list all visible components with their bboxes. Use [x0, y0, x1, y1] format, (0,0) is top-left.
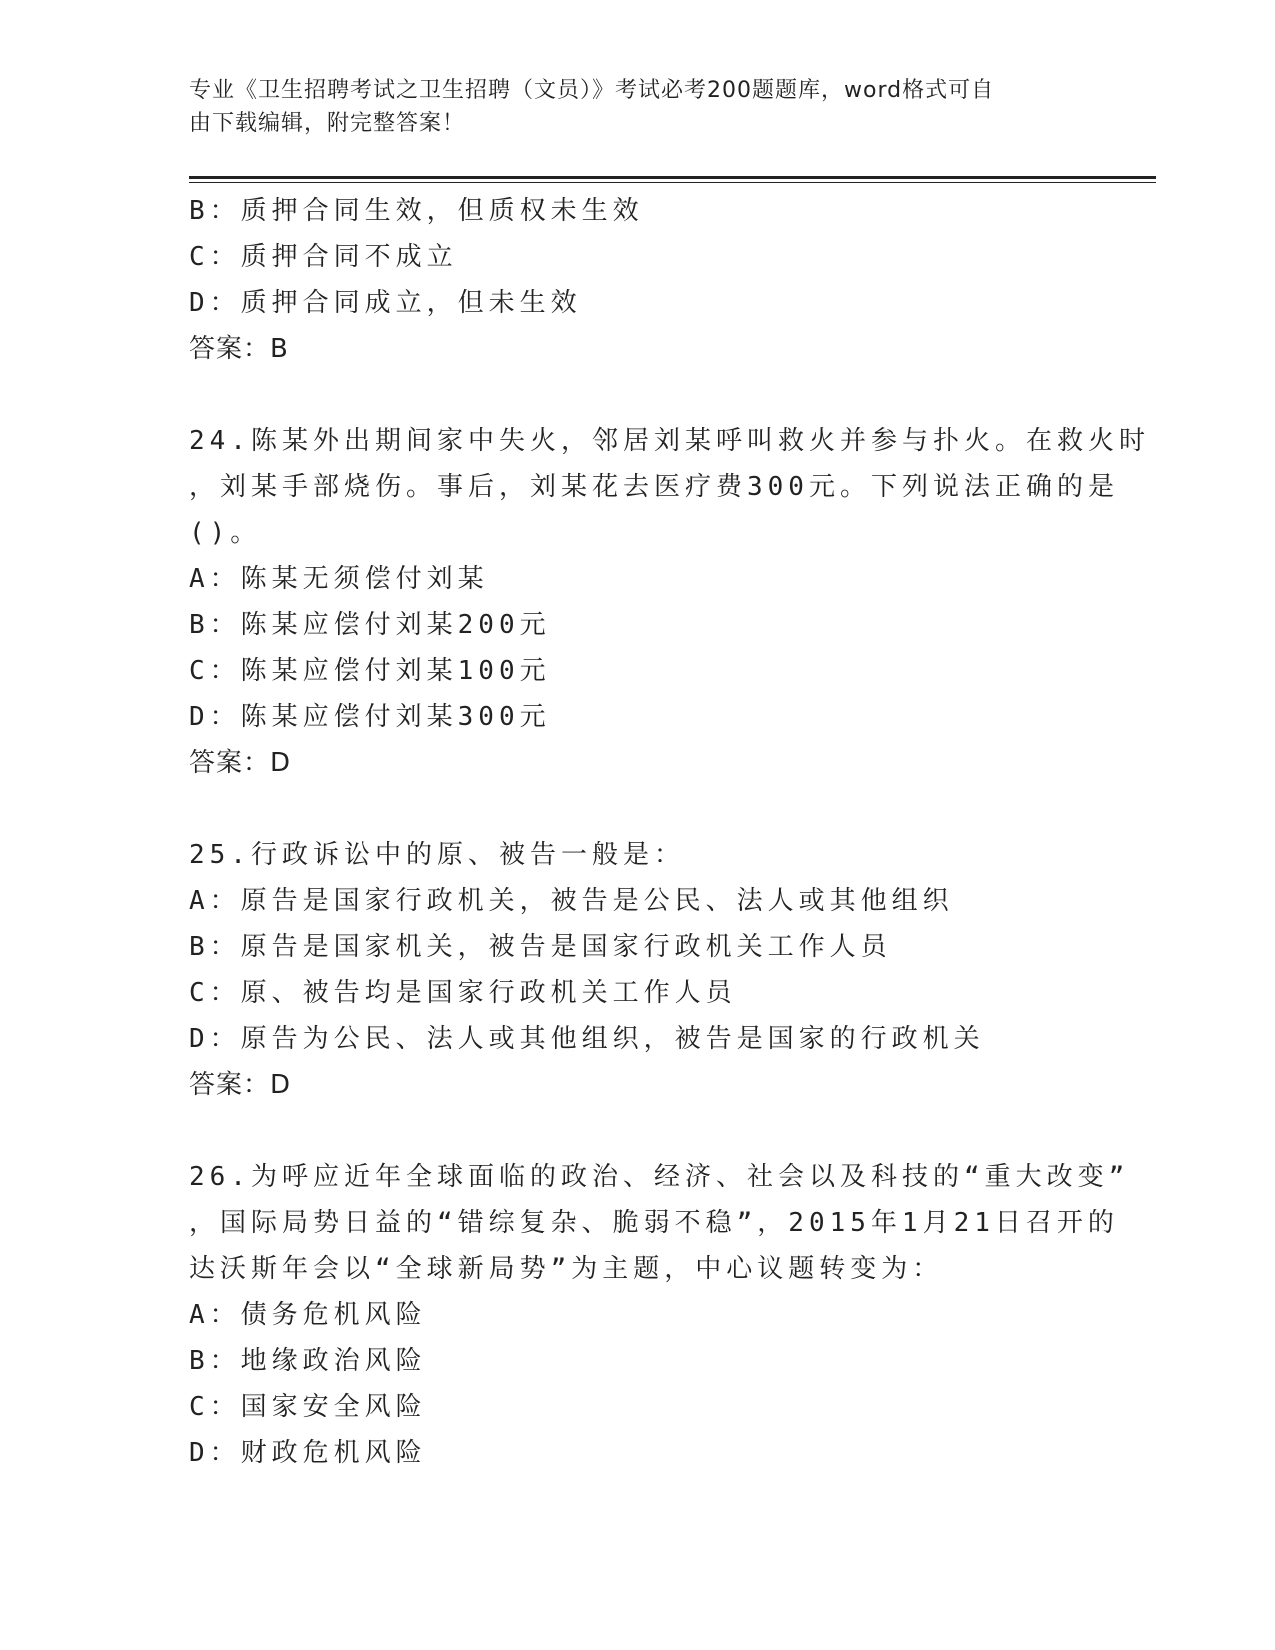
- option-d: D：财政危机风险: [189, 1438, 427, 1468]
- document-header: [189, 74, 1069, 140]
- option-a: A：原告是国家行政机关，被告是公民、法人或其他组织: [189, 886, 954, 916]
- spacer: [189, 372, 1089, 418]
- header-line-2: 由下载编辑，附完整答案！: [189, 111, 466, 136]
- option-d: D：质押合同成立，但未生效: [189, 288, 582, 318]
- option-d: D：陈某应偿付刘某300元: [189, 702, 551, 732]
- answer: 答案：B: [189, 334, 289, 364]
- option-b: B：质押合同生效，但质权未生效: [189, 196, 644, 226]
- question-text-line-1: 24.陈某外出期间家中失火，邻居刘某呼叫救火并参与扑火。在救火时: [189, 426, 1150, 456]
- question-text-line-1: 25.行政诉讼中的原、被告一般是：: [189, 840, 685, 870]
- option-b: B：原告是国家机关，被告是国家行政机关工作人员: [189, 932, 892, 962]
- question-text-line-3: ()。: [189, 518, 262, 548]
- question-23: [189, 188, 1089, 372]
- question-25: [189, 832, 1089, 1108]
- option-a: A：陈某无须偿付刘某: [189, 564, 489, 594]
- option-d: D：原告为公民、法人或其他组织，被告是国家的行政机关: [189, 1024, 985, 1054]
- option-c: C：质押合同不成立: [189, 242, 458, 272]
- question-text-line-1: 26.为呼应近年全球面临的政治、经济、社会以及科技的“重大改变”: [189, 1162, 1130, 1192]
- header-rule-thick: [189, 176, 1156, 179]
- option-c: C：原、被告均是国家行政机关工作人员: [189, 978, 737, 1008]
- answer: 答案：D: [189, 748, 292, 778]
- question-text-line-2: ，国际局势日益的“错综复杂、脆弱不稳”，2015年1月21日召开的: [189, 1208, 1119, 1238]
- spacer: [189, 1108, 1089, 1154]
- spacer: [189, 786, 1089, 832]
- option-c: C：陈某应偿付刘某100元: [189, 656, 551, 686]
- answer: 答案：D: [189, 1070, 292, 1100]
- option-b: B：地缘政治风险: [189, 1346, 427, 1376]
- question-24: [189, 418, 1150, 786]
- option-b: B：陈某应偿付刘某200元: [189, 610, 551, 640]
- question-text-line-2: ，刘某手部烧伤。事后，刘某花去医疗费300元。下列说法正确的是: [189, 472, 1119, 502]
- header-line-1: 专业《卫生招聘考试之卫生招聘（文员）》考试必考200题题库，word格式可自: [189, 78, 995, 103]
- option-a: A：债务危机风险: [189, 1300, 427, 1330]
- question-text-line-3: 达沃斯年会以“全球新局势”为主题，中心议题转变为：: [189, 1254, 944, 1284]
- question-26: [189, 1154, 1130, 1476]
- question-list: [189, 188, 1150, 1476]
- option-c: C：国家安全风险: [189, 1392, 427, 1422]
- header-rule-thin: [189, 182, 1156, 183]
